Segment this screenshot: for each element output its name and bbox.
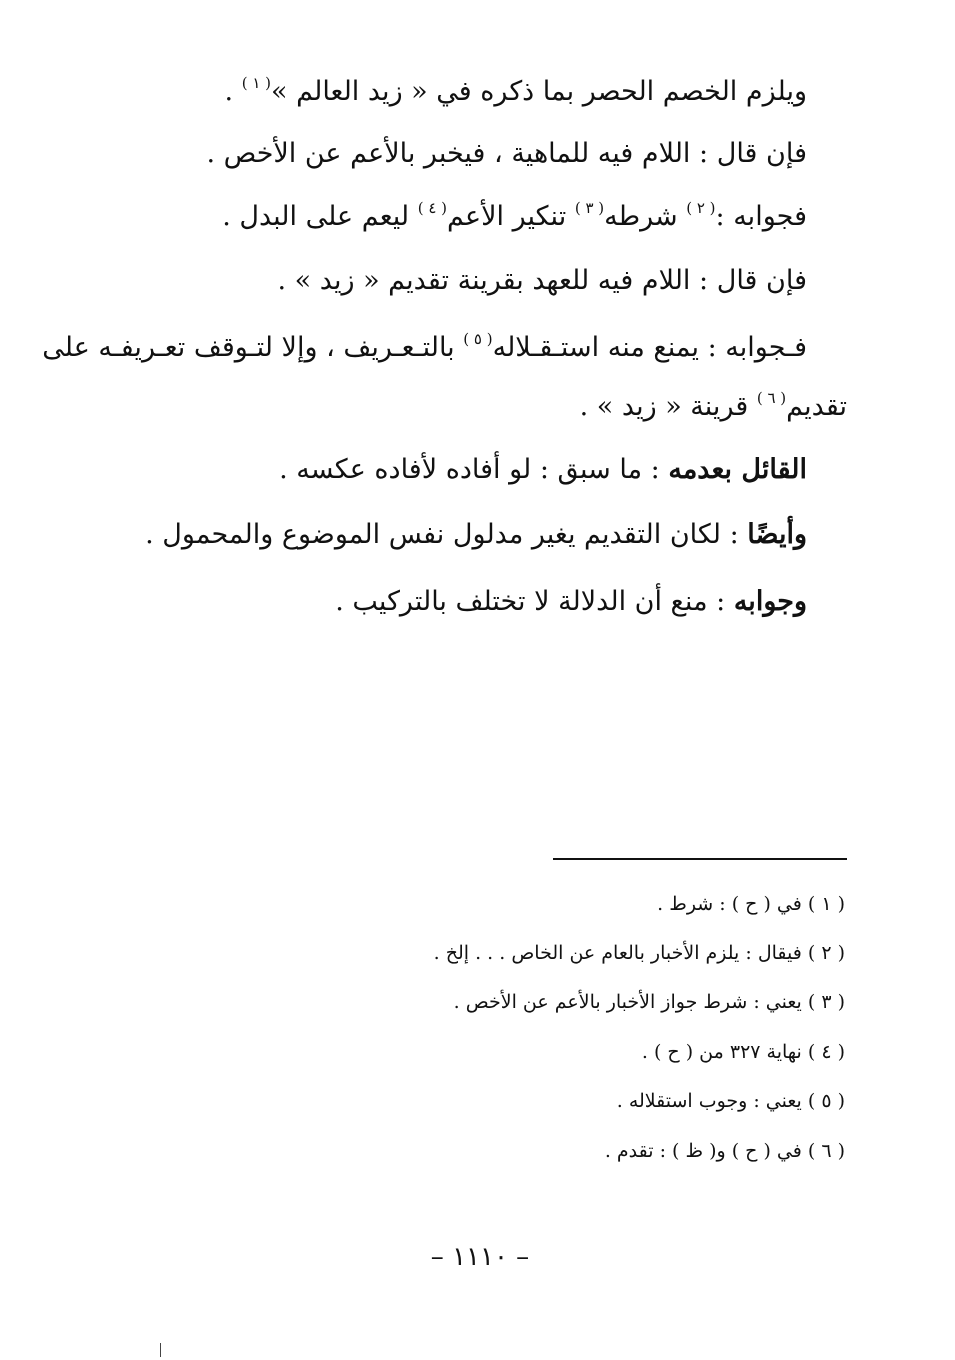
footnote-ref-5: ( ٥ ) (463, 330, 493, 348)
footnote-1: ( ١ ) في ( ح ) : شرط . (657, 893, 845, 915)
footnote-4: ( ٤ ) نهاية ٣٢٧ من ( ح ) . (641, 1041, 845, 1063)
text-span: تقديم (786, 391, 847, 422)
text-line-1 (225, 72, 807, 112)
text-span: ويلزم الخصم الحصر بما ذكره في « زيد العالم » (271, 76, 807, 107)
text-line-9 (335, 582, 807, 622)
text-span: شرطه (604, 201, 678, 232)
footnote-6: ( ٦ ) في ( ح ) و( ظ ) : تقدم . (604, 1140, 845, 1162)
bold-term: وأيضًا (747, 519, 807, 550)
footnote-5: ( ٥ ) يعني : وجوب استقلاله . (616, 1090, 845, 1112)
text-span: فإن قال : اللام فيه للماهية ، فيخبر بالأعم عن الأخص . (206, 138, 807, 169)
text-line-7 (279, 450, 807, 490)
text-span: . (224, 76, 234, 107)
text-span: : لكان التقديم يغير مدلول نفس الموضوع والمحمول . (145, 519, 739, 550)
footnote-ref-2: ( ٢ ) (686, 199, 716, 217)
text-line-5 (42, 328, 807, 368)
text-span: : ما سبق : لو أفاده لأفاده عكسه . (279, 454, 660, 485)
text-line-3 (222, 197, 807, 237)
text-line-6 (580, 387, 847, 427)
footnote-3: ( ٣ ) يعني : شرط جواز الأخبار بالأعم عن الأخص . (453, 991, 845, 1013)
text-span: : منع أن الدلالة لا تختلف بالتركيب . (335, 586, 726, 617)
page-number: – ١١١٠ – (430, 1242, 530, 1272)
text-line-8 (145, 515, 807, 555)
bold-term: القائل بعدمه (668, 454, 807, 485)
text-span: بالتـعـريف ، وإلا لتـوقف تعـريفـه على (42, 332, 455, 363)
footnote-2: ( ٢ ) فيقال : يلزم الأخبار بالعام عن الخاص . . . إلخ . (433, 942, 845, 964)
text-line-2 (206, 134, 807, 174)
scan-mark (160, 1343, 161, 1357)
footnote-ref-3: ( ٣ ) (574, 199, 605, 217)
text-span: قرينة « زيد » . (579, 391, 749, 422)
footnote-separator (553, 858, 847, 860)
text-span: فإن قال : اللام فيه للعهد بقرينة تقديم « زيد » . (277, 265, 807, 296)
text-span: ليعم على البدل . (222, 201, 410, 232)
footnote-ref-4: ( ٤ ) (417, 199, 448, 217)
text-span: تنكير الأعم (447, 201, 567, 232)
text-span: فـجوابه : يمنع منه استـقـلاله (492, 332, 807, 363)
text-span: فجوابه : (715, 201, 807, 232)
footnote-ref-1: ( ١ ) (241, 74, 272, 92)
text-line-4 (278, 261, 808, 301)
bold-term: وجوابه (733, 586, 807, 617)
footnote-ref-6: ( ٦ ) (756, 389, 787, 407)
